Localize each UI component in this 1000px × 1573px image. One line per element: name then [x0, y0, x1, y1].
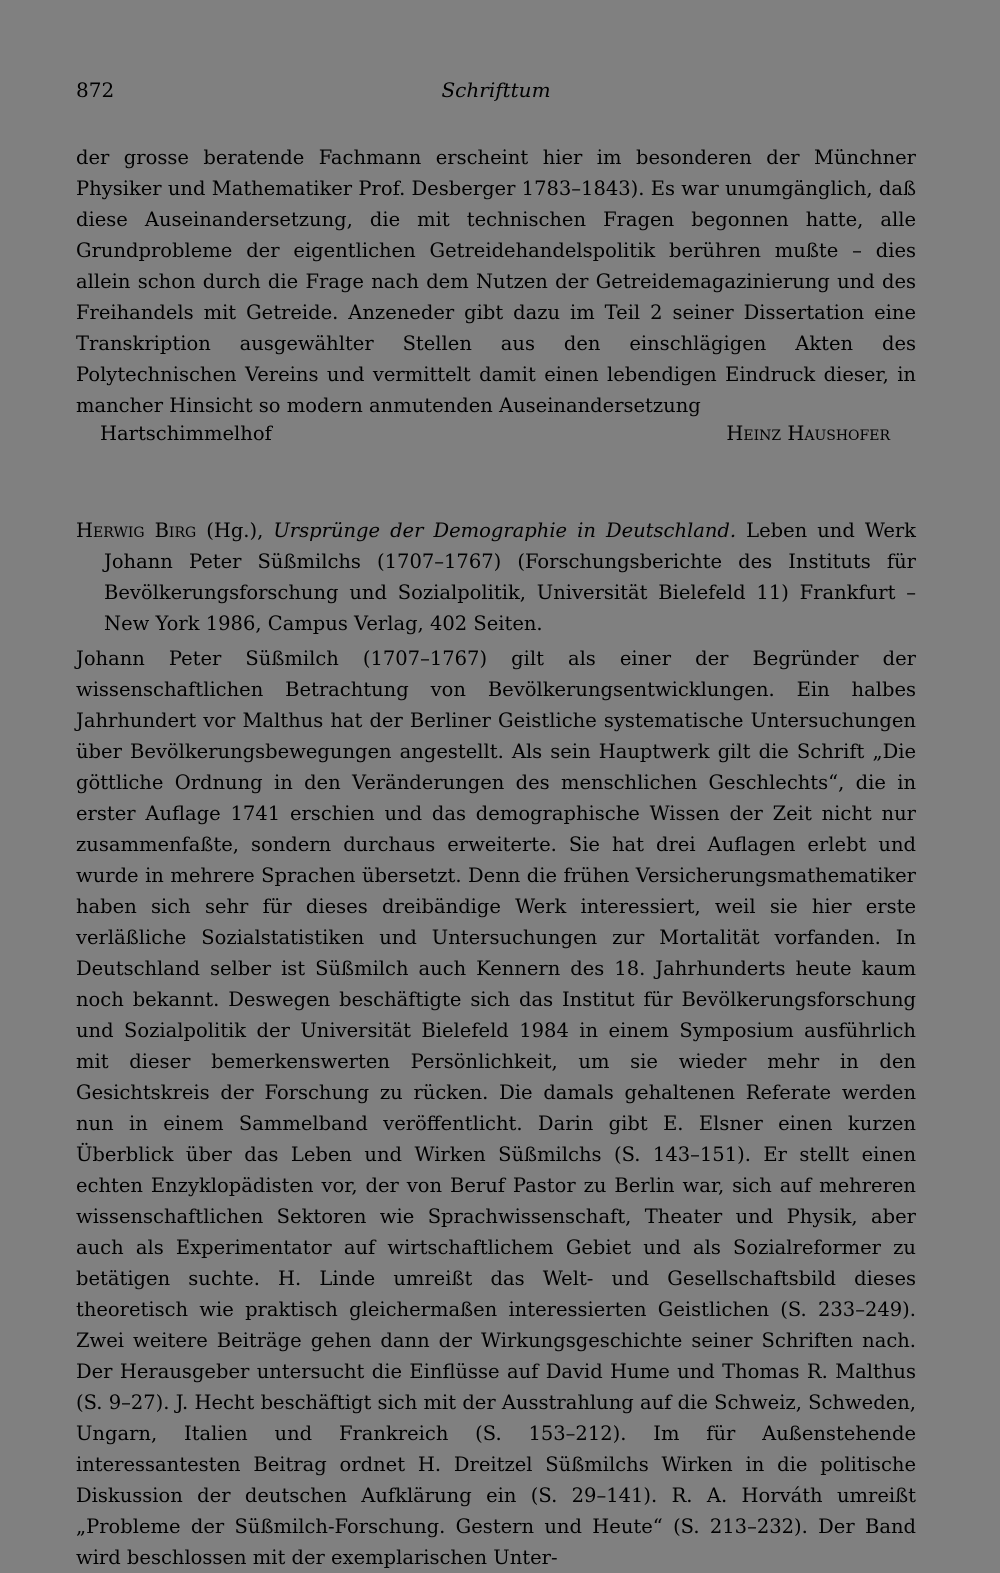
citation-editor-note: (Hg.), — [196, 519, 274, 542]
page-header — [76, 78, 916, 108]
signature-author: Heinz Haushofer — [726, 422, 890, 445]
citation-title: Ursprünge der Demographie in Deutschland. — [273, 519, 737, 542]
running-title: Schrifttum — [441, 78, 551, 102]
review-text: der grosse beratende Fachmann erscheint hier im besonderen der Münchner Physiker und Mathematiker Prof. Desberger 1783–1843). Es war unumgänglich, daß diese Auseinandersetzung, die mit technischen Fragen begonnen hatte, alle Grundprobleme der eigentlichen Getreidehandelspolitik berühren mußte – dies allein schon durch die Frage nach dem Nutzen der Getreidemagazinierung und des Freihandels mit Getreide. Anzeneder gibt dazu im Teil 2 seiner Dissertation eine Transkription ausgewählter Stellen aus den einschlägigen Akten des Polytechnischen Vereins und vermittelt damit einen lebendigen Eindruck dieser, in mancher Hinsicht so modern anmutenden Auseinandersetzung — [76, 146, 916, 417]
citation-details: Leben und Werk Johann Peter Süßmilchs (1707–1767) (Forschungsberichte des Instituts für Bevölkerungsforschung und Sozialpolitik, Universität Bielefeld 11) Frankfurt – New York 1986, Campus Verlag, 402 Seiten. — [104, 519, 916, 635]
book-citation — [76, 515, 916, 639]
citation-author: Herwig Birg — [76, 519, 197, 542]
signature-place: Hartschimmelhof — [100, 422, 272, 445]
page-number: 872 — [76, 78, 115, 102]
review-text: Johann Peter Süßmilch (1707–1767) gilt als einer der Begründer der wissenschaftlichen Betrachtung von Bevölkerungsentwicklungen. Ein halbes Jahrhundert vor Malthus hat der Berliner Geistliche systematische Untersuchungen über Bevölkerungsbewegungen angestellt. Als sein Hauptwerk gilt die Schrift „Die göttliche Ordnung in den Veränderungen des menschlichen Geschlechts“, die in erster Auflage 1741 erschien und das demographische Wissen der Zeit nicht nur zusammenfaßte, sondern durchaus erweiterte. Sie hat drei Auflagen erlebt und wurde in mehrere Sprachen übersetzt. Denn die frühen Versicherungsmathematiker haben sich sehr für dieses dreibändige Werk interessiert, weil sie hier erste verläßliche Sozialstatistiken und Untersuchungen zur Mortalität vorfanden. In Deutschland selber ist Süßmilch auch Kennern des 18. Jahrhunderts heute kaum noch bekannt. Deswegen beschäftigte sich das Institut für Bevölkerungsforschung und Sozialpolitik der Universität Bielefeld 1984 in einem Symposium ausführlich mit dieser bemerkenswerten Persönlichkeit, um sie wieder mehr in den Gesichtskreis der Forschung zu rücken. Die damals gehaltenen Referate werden nun in einem Sammelband veröffentlicht. Darin gibt E. Elsner einen kurzen Überblick über das Leben und Wirken Süßmilchs (S. 143–151). Er stellt einen echten Enzyklopädisten vor, der von Beruf Pastor zu Berlin war, sich auf mehreren wissenschaftlichen Sektoren wie Sprachwissenschaft, Theater und Physik, aber auch als Experimentator auf wirtschaftlichem Gebiet und als Sozialreformer zu betätigen suchte. H. Linde umreißt das Welt- und Gesellschaftsbild dieses theoretisch wie praktisch gleichermaßen interessierten Geistlichen (S. 233–249). Zwei weitere Beiträge gehen dann der Wirkungsgeschichte seiner Schriften nach. Der Herausgeber untersucht die Einflüsse auf David Hume und Thomas R. Malthus (S. 9–27). J. Hecht beschäftigt sich mit der Ausstrahlung auf die Schweiz, Schweden, Ungarn, Italien und Frankreich (S. 153–212). Im für Außenstehende interessantesten Beitrag ordnet H. Dreitzel Süßmilchs Wirken in die politische Diskussion der deutschen Aufklärung ein (S. 29–141). R. A. Horváth umreißt „Probleme der Süßmilch-Forschung. Gestern und Heute“ (S. 213–232). Der Band wird beschlossen mit der exemplarischen Unter- — [76, 647, 916, 1569]
review-signature — [100, 422, 890, 454]
